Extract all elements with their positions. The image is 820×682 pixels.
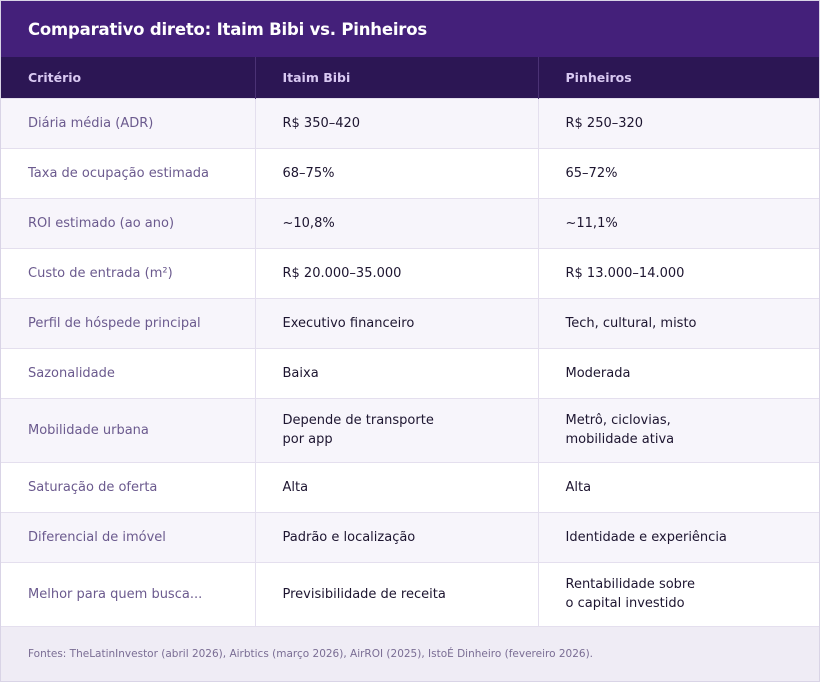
pinheiros-cell: Alta — [538, 462, 819, 512]
header-criterion: Critério — [1, 57, 255, 98]
pinheiros-cell: R$ 250–320 — [538, 98, 819, 148]
pinheiros-cell: Tech, cultural, misto — [538, 298, 819, 348]
header-pinheiros: Pinheiros — [538, 57, 819, 98]
table-row — [1, 348, 819, 398]
criterion-cell: Sazonalidade — [1, 348, 255, 398]
sources-footer — [1, 626, 819, 681]
header-itaim-bibi: Itaim Bibi — [255, 57, 538, 98]
table-row — [1, 462, 819, 512]
criterion-cell: Custo de entrada (m²) — [1, 248, 255, 298]
criterion-cell: Saturação de oferta — [1, 462, 255, 512]
pinheiros-cell: Metrô, ciclovias, mobilidade ativa — [538, 398, 819, 462]
table-row — [1, 398, 819, 462]
criterion-cell: Melhor para quem busca... — [1, 562, 255, 626]
criterion-cell: Perfil de hóspede principal — [1, 298, 255, 348]
table-row — [1, 298, 819, 348]
criterion-cell: Mobilidade urbana — [1, 398, 255, 462]
itaim-cell: R$ 350–420 — [255, 98, 538, 148]
table-title: Comparativo direto: Itaim Bibi vs. Pinheiros — [28, 19, 427, 39]
table-row — [1, 198, 819, 248]
pinheiros-cell: Rentabilidade sobre o capital investido — [538, 562, 819, 626]
pinheiros-cell: 65–72% — [538, 148, 819, 198]
title-bar — [1, 1, 819, 57]
table-row — [1, 562, 819, 626]
itaim-cell: R$ 20.000–35.000 — [255, 248, 538, 298]
comparison-table — [1, 57, 819, 626]
itaim-cell: ~10,8% — [255, 198, 538, 248]
itaim-cell: Previsibilidade de receita — [255, 562, 538, 626]
itaim-cell: 68–75% — [255, 148, 538, 198]
itaim-cell: Executivo financeiro — [255, 298, 538, 348]
header-row — [1, 57, 819, 98]
pinheiros-cell: Moderada — [538, 348, 819, 398]
itaim-cell: Padrão e localização — [255, 512, 538, 562]
pinheiros-cell: ~11,1% — [538, 198, 819, 248]
criterion-cell: Taxa de ocupação estimada — [1, 148, 255, 198]
criterion-cell: Diferencial de imóvel — [1, 512, 255, 562]
pinheiros-cell: Identidade e experiência — [538, 512, 819, 562]
table-row — [1, 148, 819, 198]
table-row — [1, 98, 819, 148]
itaim-cell: Alta — [255, 462, 538, 512]
pinheiros-cell: R$ 13.000–14.000 — [538, 248, 819, 298]
criterion-cell: Diária média (ADR) — [1, 98, 255, 148]
sources-text: Fontes: TheLatinInvestor (abril 2026), Airbtics (março 2026), AirROI (2025), IstoÉ Dinheiro (fevereiro 2026). — [28, 648, 594, 660]
itaim-cell: Baixa — [255, 348, 538, 398]
criterion-cell: ROI estimado (ao ano) — [1, 198, 255, 248]
table-row — [1, 512, 819, 562]
table-row — [1, 248, 819, 298]
itaim-cell: Depende de transporte por app — [255, 398, 538, 462]
